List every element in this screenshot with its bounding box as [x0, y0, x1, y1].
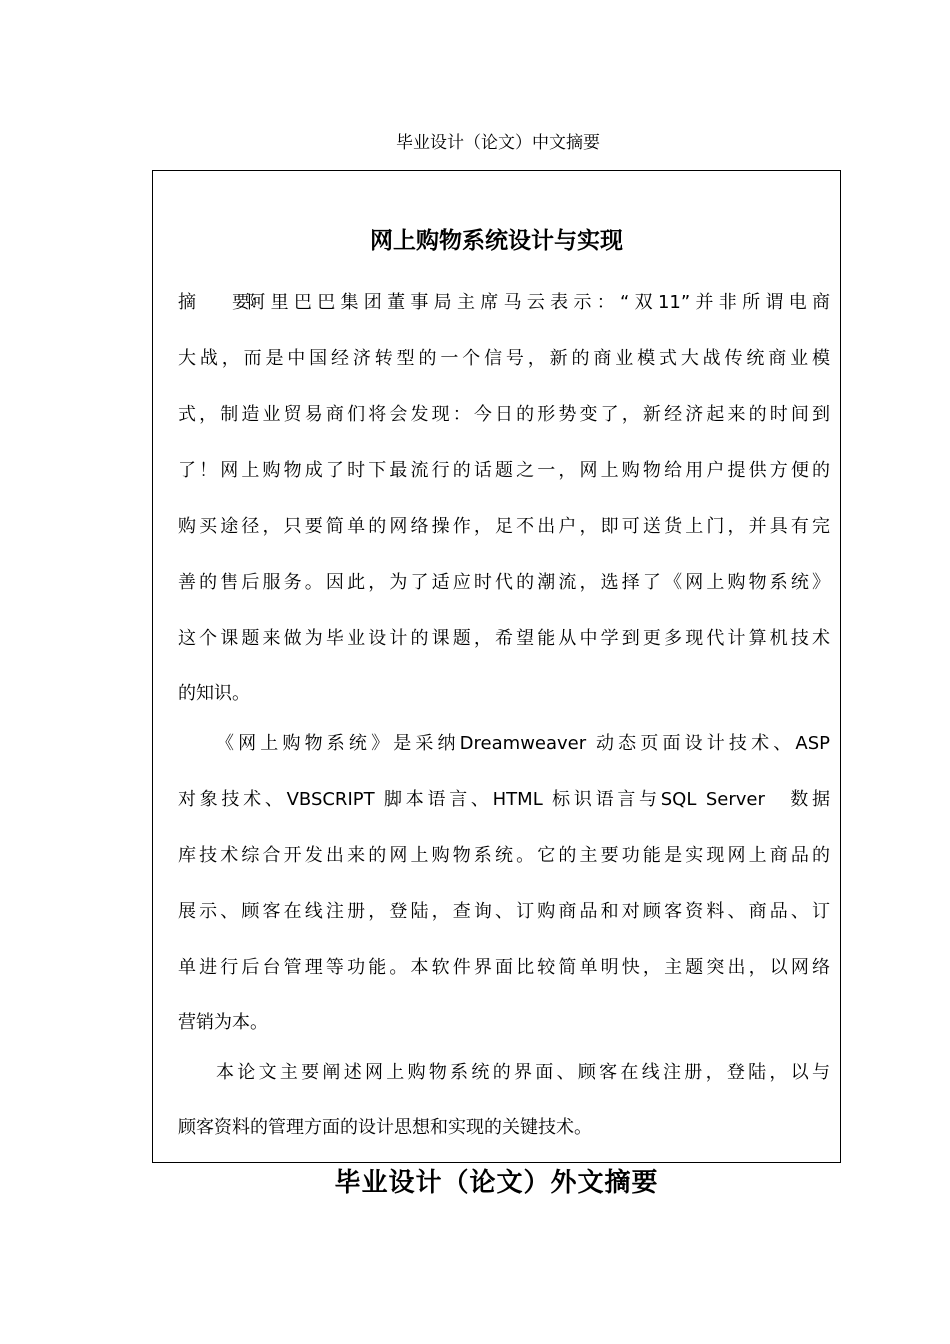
- abstract-title: 网上购物系统设计与实现: [370, 228, 623, 254]
- running-header: 毕业设计（论文）中文摘要: [396, 133, 600, 153]
- abstract-line: 大战，而是中国经济转型的一个信号，新的商业模式大战传统商业模: [178, 348, 830, 369]
- abstract-line-text: 阿里巴巴集团董事局主席马云表示：“双11”并非所谓电商: [242, 292, 830, 313]
- abstract-line: 顾客资料的管理方面的设计思想和实现的关键技术。: [178, 1117, 592, 1138]
- abstract-line: 单进行后台管理等功能。本软件界面比较简单明快，主题突出，以网络: [178, 957, 830, 978]
- abstract-line: 营销为本。: [178, 1012, 268, 1033]
- abstract-line: 《网上购物系统》是采纳Dreamweaver 动态页面设计技术、ASP: [216, 733, 830, 754]
- abstract-line: 这个课题来做为毕业设计的课题，希望能从中学到更多现代计算机技术: [178, 628, 830, 649]
- abstract-line: 库技术综合开发出来的网上购物系统。它的主要功能是实现网上商品的: [178, 845, 830, 866]
- abstract-line: 式，制造业贸易商们将会发现：今日的形势变了，新经济起来的时间到: [178, 404, 830, 425]
- abstract-line: 善的售后服务。因此，为了适应时代的潮流，选择了《网上购物系统》: [178, 572, 830, 593]
- abstract-line: 购买途径，只要简单的网络操作，足不出户，即可送货上门，并具有完: [178, 516, 830, 537]
- abstract-line: 的知识。: [178, 683, 250, 704]
- abstract-line: 了！网上购物成了时下最流行的话题之一，网上购物给用户提供方便的: [178, 460, 830, 481]
- abstract-label: 摘 要：: [178, 292, 268, 313]
- abstract-line: [178, 288, 830, 318]
- abstract-line: 展示、顾客在线注册，登陆，查询、订购商品和对顾客资料、商品、订: [178, 901, 830, 922]
- foreign-abstract-heading: 毕业设计（论文）外文摘要: [334, 1168, 659, 1198]
- abstract-line: 对象技术、VBSCRIPT 脚本语言、HTML 标识语言与SQL Server 数据: [178, 789, 830, 810]
- abstract-line: 本论文主要阐述网上购物系统的界面、顾客在线注册，登陆，以与: [216, 1062, 830, 1083]
